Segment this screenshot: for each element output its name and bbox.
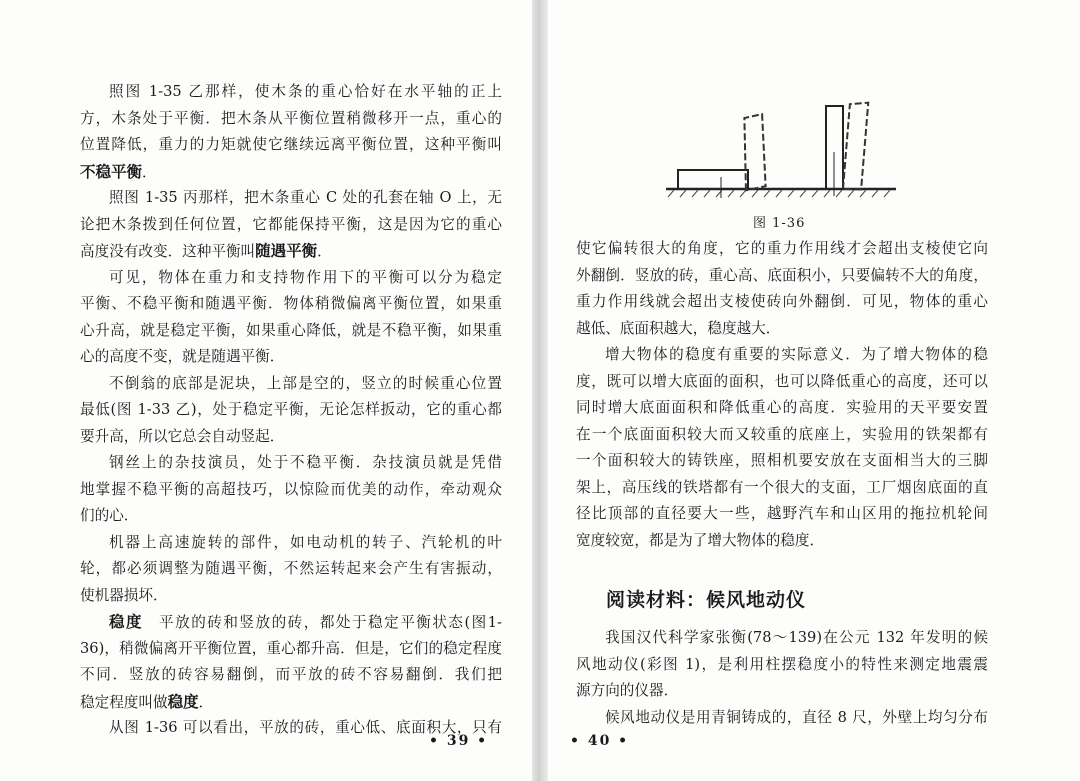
key-term: 稳度 xyxy=(109,613,143,631)
text-line: 外翻倒．竖放的砖，重心高、底面积小，只要偏转不大的角度， xyxy=(576,266,988,284)
text-line: 机器上高速旋转的部件，如电动机的转子、汽轮机的叶 xyxy=(109,533,502,551)
text-line: 平衡、不稳平衡和随遇平衡．物体稍微偏离平衡位置，如果重 xyxy=(80,295,502,312)
text-line: 越低、底面积越大，稳度越大． xyxy=(576,319,781,337)
text-line: 同时增大底面面积和降低重心的高度．实验用的天平要安置 xyxy=(576,399,988,416)
text-line: 心的高度不变，就是随遇平衡． xyxy=(80,348,285,365)
page-number-right: • 40 • xyxy=(570,733,630,749)
text-line: 钢丝上的杂技演员，处于不稳平衡．杂技演员就是凭借 xyxy=(109,454,502,471)
reading-material-title: 阅读材料：候风地动仪 xyxy=(606,589,807,611)
figure-1-36-bricks xyxy=(666,92,896,210)
text-line: 要升高，所以它总会自动竖起． xyxy=(80,427,285,445)
text-line: 高度没有改变．这种平衡叫随遇平衡． xyxy=(80,242,332,260)
text-line: 我国汉代科学家张衡(78～139)在公元 132 年发明的候 xyxy=(605,629,988,646)
text-line: 使机器损坏． xyxy=(80,586,168,604)
text-line: 径比顶部的直径要大一些，越野汽车和山区用的拖拉机轮间 xyxy=(576,505,988,522)
text-line: 地掌握不稳平衡的高超技巧，以惊险而优美的动作，牵动观众 xyxy=(80,480,502,498)
text-line: 照图 1-35 乙那样，使木条的重心恰好在水平轴的正上 xyxy=(109,83,502,100)
text-line: 论把木条拨到任何位置，它都能保持平衡，这是因为它的重心 xyxy=(80,215,502,233)
page-number-left: • 39 • xyxy=(429,733,489,749)
text-line: 最低(图 1-33 乙)，处于稳定平衡，无论怎样扳动，它的重心都 xyxy=(80,401,502,418)
right-page-text xyxy=(576,236,988,554)
text-line: 候风地动仪是用青铜铸成的，直径 8 尺，外壁上均匀分布 xyxy=(605,708,988,726)
text-line: 源方向的仪器． xyxy=(576,682,679,699)
key-term: 稳度 xyxy=(167,692,199,711)
text-line: 36)，稍微偏离开平衡位置，重心都升高．但是，它们的稳定程度 xyxy=(80,639,502,657)
text-line: 宽度较宽，都是为了增大物体的稳度． xyxy=(576,531,825,549)
text-line: 稳定程度叫做稳度． xyxy=(80,692,214,711)
text-line: 度，既可以增大底面的面积，也可以降低重心的高度，还可以 xyxy=(576,372,988,390)
text-line: 心升高，就是稳定平衡，如果重心降低，就是不稳平衡，如果重 xyxy=(80,321,502,339)
text-line: 方，木条处于平衡．把木条从平衡位置稍微移开一点，重心的 xyxy=(80,109,502,127)
reading-material-text xyxy=(576,625,988,731)
text-line: 在一个底面面积较大而又较重的底座上，实验用的铁架都有 xyxy=(576,425,988,443)
text-line: 不稳平衡． xyxy=(80,162,157,181)
key-term: 随遇平衡 xyxy=(255,242,318,260)
text-line: 风地动仪(彩图 1)，是利用柱摆稳度小的特性来测定地震震 xyxy=(576,655,988,673)
left-page-text xyxy=(80,79,502,742)
right-page xyxy=(548,0,1080,781)
text-line: 一个面积较大的铸铁座，照相机要安放在支面相当大的三脚 xyxy=(576,452,988,469)
key-term: 不稳平衡 xyxy=(80,162,143,181)
text-line: 稳度 平放的砖和竖放的砖，都处于稳定平衡状态(图1- xyxy=(109,613,502,631)
book-gutter xyxy=(532,0,548,781)
text-line: 们的心． xyxy=(80,507,139,524)
text-line: 轮，都必须调整为随遇平衡，不然运转起来会产生有害振动， xyxy=(80,560,502,577)
text-line: 架上，高压线的铁塔都有一个很大的支面，工厂烟囱底面的直 xyxy=(576,478,988,496)
text-line: 位置降低，重力的力矩就使它继续远离平衡位置，这种平衡叫 xyxy=(80,136,502,153)
text-line: 从图 1-36 可以看出，平放的砖，重心低、底面积大，只有 xyxy=(109,719,502,736)
text-line: 使它偏转很大的角度，它的重力作用线才会超出支棱使它向 xyxy=(576,240,988,257)
text-line: 增大物体的稳度有重要的实际意义．为了增大物体的稳 xyxy=(605,346,988,363)
left-page xyxy=(0,0,532,781)
text-line: 不同．竖放的砖容易翻倒，而平放的砖不容易翻倒．我们把 xyxy=(80,666,502,683)
figure-caption: 图 1-36 xyxy=(753,216,806,231)
text-line: 重力作用线就会超出支棱使砖向外翻倒．可见，物体的重心 xyxy=(576,293,988,310)
text-line: 可见，物体在重力和支持物作用下的平衡可以分为稳定 xyxy=(109,268,502,286)
text-line: 照图 1-35 丙那样，把木条重心 C 处的孔套在轴 O 上，无 xyxy=(109,189,502,206)
text-line: 不倒翁的底部是泥块，上部是空的，竖立的时候重心位置 xyxy=(109,374,502,392)
